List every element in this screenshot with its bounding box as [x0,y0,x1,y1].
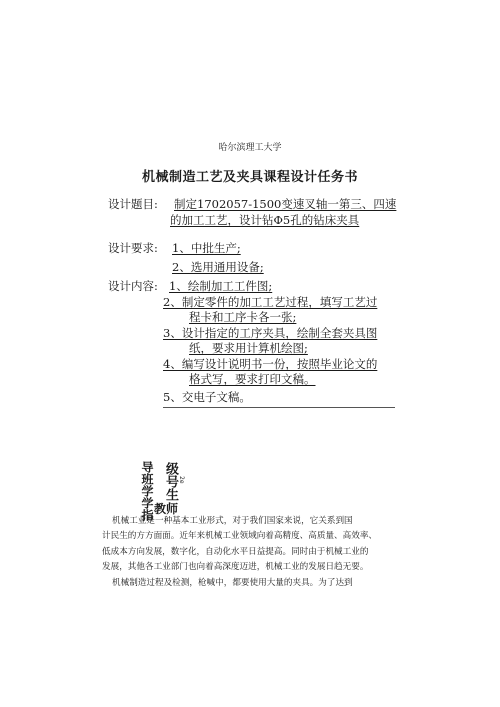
contents-label: 设计内容: [108,279,158,293]
topic-label: 设计题目: [108,197,158,211]
content-item-2-line-2: 程卡和工序卡各一张; [189,310,297,324]
signature-column-2: 级号生 [163,462,178,501]
topic-line-2: 的加工工艺，设计钻Φ5孔的钻床夹具 [170,213,360,227]
body-line-2: 计民生的方方面面。近年来机械工业领域向着高精度、高质量、高效率、 [102,531,378,541]
signature-teacher: 教师 [154,502,179,516]
content-item-2-line-1: 2、制定零件的加工工艺过程，填写工艺过 [163,295,378,309]
body-line-4: 发展，其他各工业部门也向着高深度迈进，机械工业的发展日趋无要。 [102,562,369,572]
signature-column-1: 导班学学指 [140,461,154,521]
body-line-5: 机械制造过程及检测，枪喊中，都要使用大量的夹具。为了达到 [112,578,353,588]
content-item-4-line-1: 4、编写设计说明书一份，按照毕业论文的 [163,357,378,371]
content-item-4-line-2: 格式写，要求打印文稿。 [189,372,316,386]
requirement-item-2: 2、选用通用设备; [172,260,264,274]
topic-line-1: 制定1702057-1500变速叉轴一第三、四速 [174,197,397,211]
content-item-5: 5、交电子文稿。 [163,390,251,404]
body-line-3: 低成本方向发展，数字化，自动化水平日益提高。同时由于机械工业的 [102,547,369,557]
body-line-1: 机械工业是一种基本工业形式，对于我们国家来说，它关系到国 [112,516,353,526]
content-item-1: 1、绘制加工工件图; [169,279,273,293]
university-name: 哈尔滨理工大学 [218,143,282,153]
document-title: 机械制造工艺及夹具课程设计任务书 [141,170,358,185]
content-item-3-line-2: 纸，要求用计算机绘图; [189,341,308,355]
signature-small-mark: 2e [178,476,185,484]
requirements-label: 设计要求: [108,241,158,255]
content-item-3-line-1: 3、设计指定的工序夹具，绘制全套夹具图 [163,326,378,340]
requirement-item-1: 1、中批生产; [172,241,241,255]
section-divider [163,407,395,408]
